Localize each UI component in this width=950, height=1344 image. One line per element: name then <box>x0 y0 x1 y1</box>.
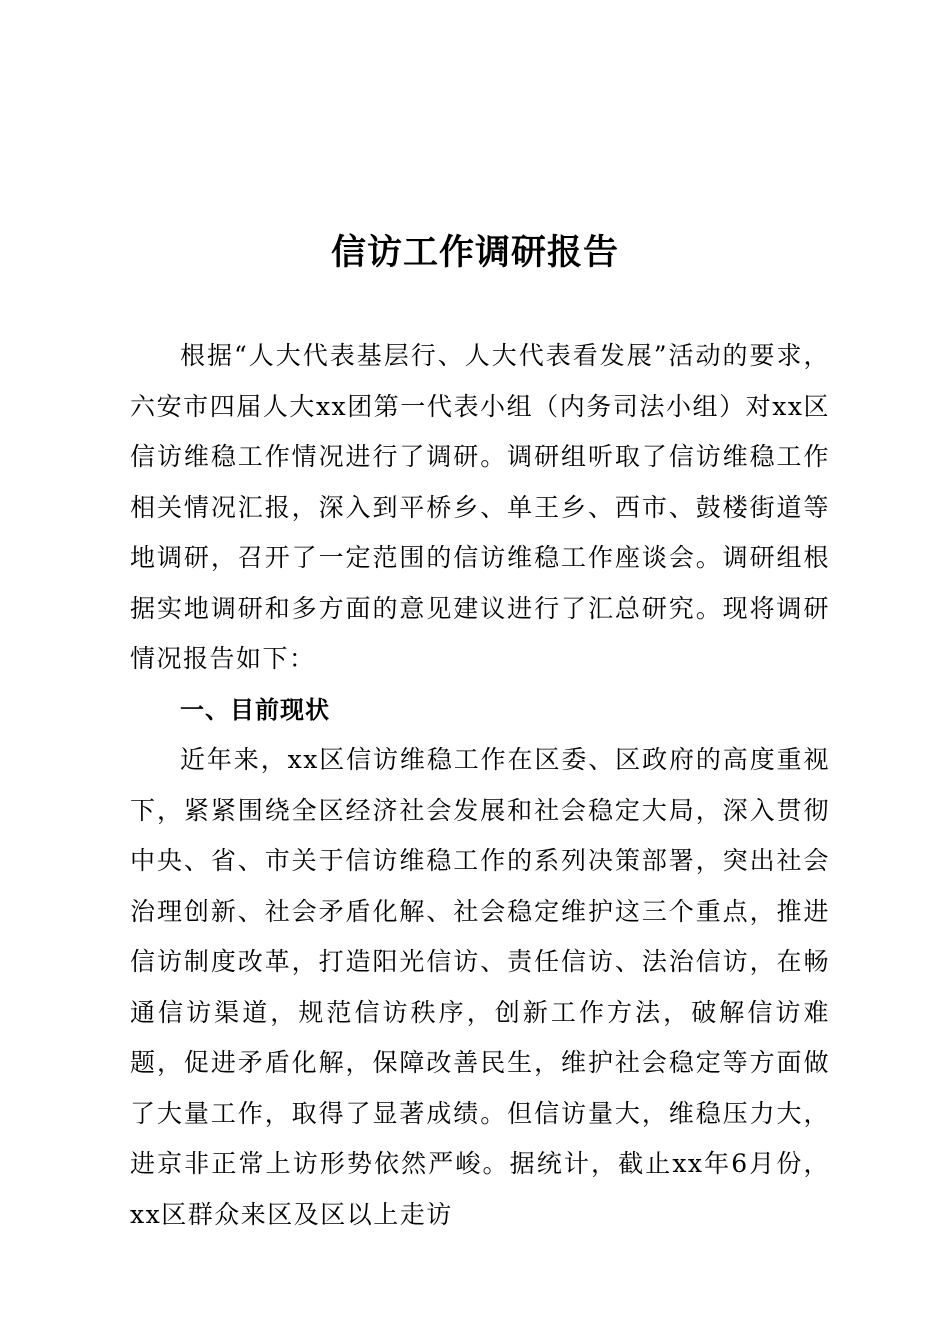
section-heading: 一、目前现状 <box>180 695 330 724</box>
intro-paragraph: 根据“人大代表基层行、人大代表看发展”活动的要求，六安市四届人大xx团第一代表小组（内务司法小组）对xx区信访维稳工作情况进行了调研。调研组听取了信访维稳工作相关情况汇报，深入到平桥乡、单王乡、西市、鼓楼街道等地调研，召开了一定范围的信访维稳工作座谈会。调研组根据实地调研和多方面的意见建议进行了汇总研究。现将调研情况报告如下： <box>130 341 830 673</box>
section-paragraph: 近年来，xx区信访维稳工作在区委、区政府的高度重视下，紧紧围绕全区经济社会发展和社会稳定大局，深入贯彻中央、省、市关于信访维稳工作的系列决策部署，突出社会治理创新、社会矛盾化解、社会稳定维护这三个重点，推进信访制度改革，打造阳光信访、责任信访、法治信访，在畅通信访渠道，规范信访秩序，创新工作方法，破解信访难题，促进矛盾化解，保障改善民生，维护社会稳定等方面做了大量工作，取得了显著成绩。但信访量大，维稳压力大，进京非正常上访形势依然严峻。据统计，截止xx年6月份，xx区群众来区及区以上走访 <box>130 745 830 1229</box>
document-title: 信访工作调研报告 <box>330 232 619 273</box>
document-body <box>130 331 830 1240</box>
